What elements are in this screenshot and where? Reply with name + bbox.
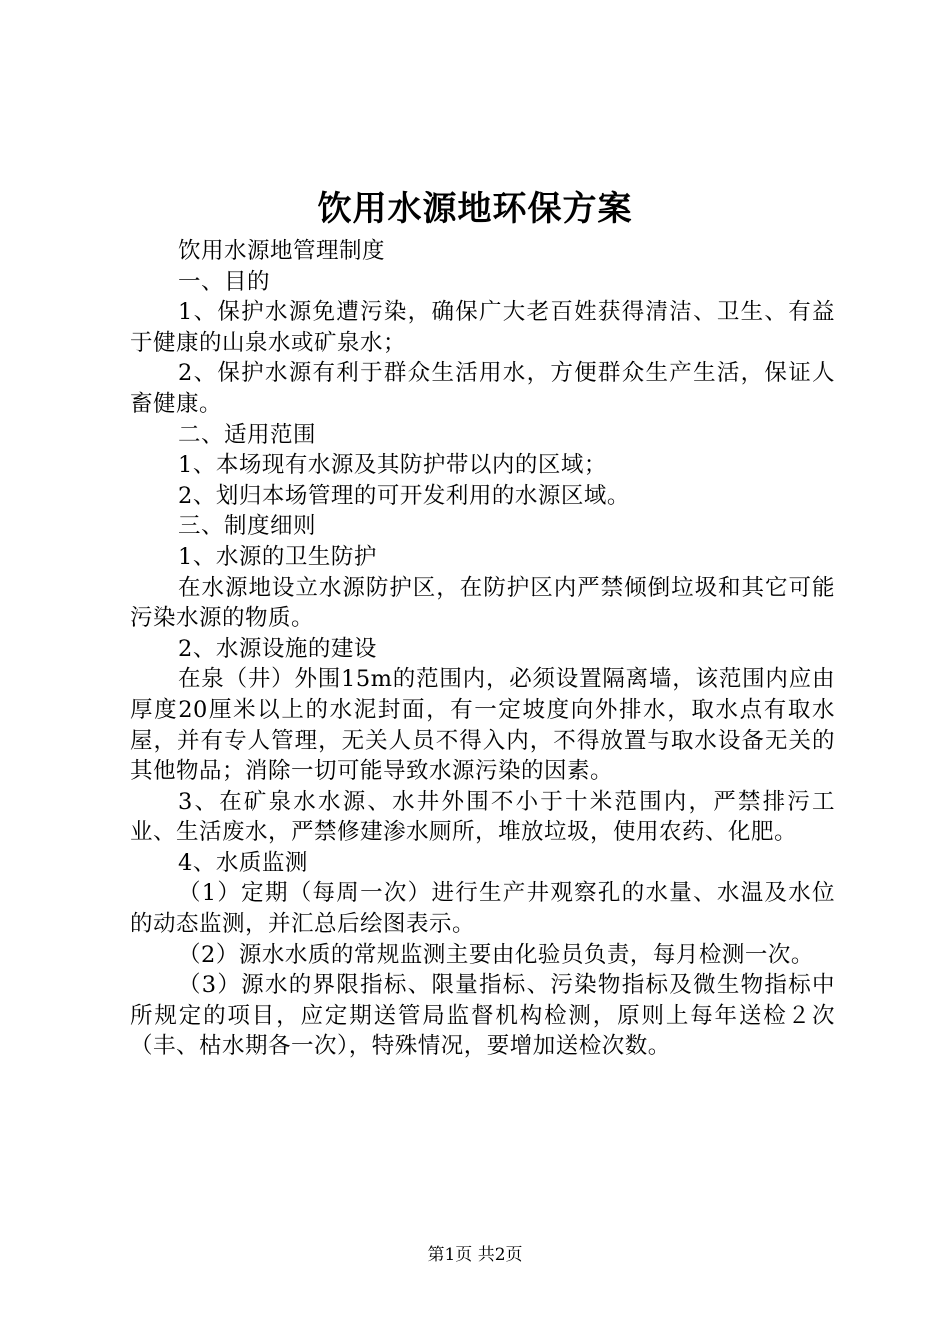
paragraph-monitoring-3: （3）源水的界限指标、限量指标、污染物指标及微生物指标中所规定的项目，应定期送管局监督机构检测，原则上每年送检２次（丰、枯水期各一次），特殊情况，要增加送检次数。 bbox=[130, 972, 835, 1060]
paragraph-section-rules: 三、制度细则 bbox=[178, 513, 317, 540]
paragraph-rule-2-body: 在泉（井）外围15m的范围内，必须设置隔离墙，该范围内应由厚度20厘米以上的水泥封面，有一定坡度向外排水，取水点有取水屋，并有专人管理，无关人员不得入内，不得放置与取水设备无关的其他物品；消除一切可能导致水源污染的因素。 bbox=[130, 666, 835, 785]
paragraph-rule-3: 3、在矿泉水水源、水井外围不小于十米范围内，严禁排污工业、生活废水，严禁修建渗水厕所，堆放垃圾，使用农药、化肥。 bbox=[130, 788, 835, 846]
paragraph-scope-2: 2、划归本场管理的可开发利用的水源区域。 bbox=[178, 482, 630, 509]
page-footer: 第1页 共2页 bbox=[427, 1245, 523, 1265]
document-title: 饮用水源地环保方案 bbox=[317, 189, 633, 229]
paragraph-monitoring-2: （2）源水水质的常规监测主要由化验员负责，每月检测一次。 bbox=[178, 941, 814, 968]
paragraph-purpose-1: 1、保护水源免遭污染，确保广大老百姓获得清洁、卫生、有益于健康的山泉水或矿泉水； bbox=[130, 299, 835, 356]
paragraph-heading-management-system: 饮用水源地管理制度 bbox=[178, 238, 386, 264]
paragraph-rule-2-heading: 2、水源设施的建设 bbox=[178, 635, 377, 662]
paragraph-rule-1-body: 在水源地设立水源防护区，在防护区内严禁倾倒垃圾和其它可能污染水源的物质。 bbox=[130, 574, 835, 632]
paragraph-monitoring-1: （1）定期（每周一次）进行生产井观察孔的水量、水温及水位的动态监测，并汇总后绘图表示。 bbox=[130, 880, 835, 938]
document-body bbox=[130, 236, 835, 1062]
paragraph-rule-4-heading: 4、水质监测 bbox=[178, 849, 308, 876]
paragraph-rule-1-heading: 1、水源的卫生防护 bbox=[178, 543, 377, 570]
paragraph-section-purpose: 一、目的 bbox=[178, 268, 271, 295]
paragraph-section-scope: 二、适用范围 bbox=[178, 421, 317, 448]
paragraph-purpose-2: 2、保护水源有利于群众生活用水，方便群众生产生活，保证人畜健康。 bbox=[130, 360, 835, 417]
paragraph-scope-1: 1、本场现有水源及其防护带以内的区域； bbox=[178, 452, 607, 479]
